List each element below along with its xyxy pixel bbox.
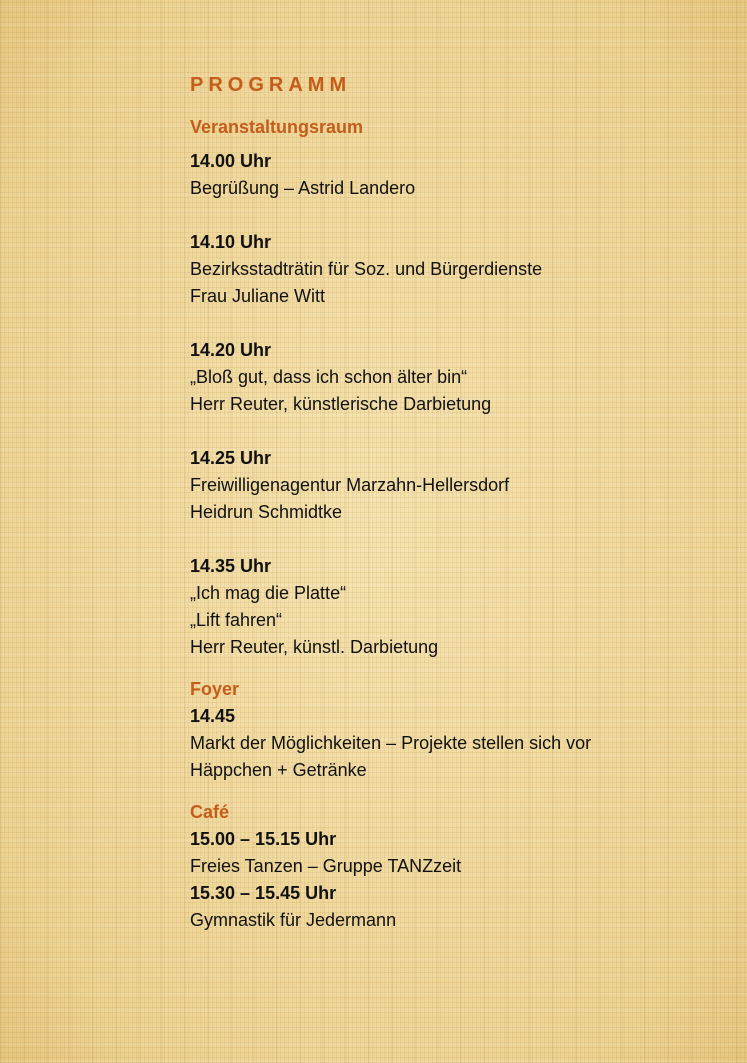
entry-line: Herr Reuter, künstl. Darbietung <box>190 637 439 657</box>
entry-line: Herr Reuter, künstlerische Darbietung <box>190 394 492 414</box>
program-entry <box>190 553 710 661</box>
program-content <box>190 72 710 949</box>
section-foyer <box>190 676 710 784</box>
entry-time: 14.45 <box>190 706 236 726</box>
entry-time: 14.10 Uhr <box>190 232 272 252</box>
section-veranstaltungsraum <box>190 114 710 661</box>
program-entry <box>190 229 710 310</box>
program-entry <box>190 337 710 418</box>
entry-line: Bezirksstadträtin für Soz. und Bürgerdienste <box>190 259 543 279</box>
entry-line: „Ich mag die Platte“ <box>190 583 347 603</box>
section-heading: Veranstaltungsraum <box>190 117 364 137</box>
entry-line: Frau Juliane Witt <box>190 286 326 306</box>
section-cafe <box>190 799 710 934</box>
entry-line: Freiwilligenagentur Marzahn-Hellersdorf <box>190 475 510 495</box>
entry-time: 14.00 Uhr <box>190 151 272 171</box>
entry-line: Freies Tanzen – Gruppe TANZzeit <box>190 856 462 876</box>
section-heading: Foyer <box>190 679 240 699</box>
entry-time: 14.25 Uhr <box>190 448 272 468</box>
entry-line: Begrüßung – Astrid Landero <box>190 178 416 198</box>
program-entry <box>190 445 710 526</box>
entry-line: Gymnastik für Jedermann <box>190 910 397 930</box>
entry-time: 14.35 Uhr <box>190 556 272 576</box>
program-entry <box>190 148 710 202</box>
entry-time: 15.30 – 15.45 Uhr <box>190 883 337 903</box>
program-title: PROGRAMM <box>190 74 352 96</box>
program-entry <box>190 703 710 784</box>
entry-line: Heidrun Schmidtke <box>190 502 343 522</box>
program-entry <box>190 880 710 934</box>
entry-line: „Bloß gut, dass ich schon älter bin“ <box>190 367 468 387</box>
entry-line: „Lift fahren“ <box>190 610 283 630</box>
entry-time: 14.20 Uhr <box>190 340 272 360</box>
entry-line: Häppchen + Getränke <box>190 760 367 780</box>
entry-line: Markt der Möglichkeiten – Projekte stellen sich vor <box>190 733 592 753</box>
program-entry <box>190 826 710 880</box>
section-heading: Café <box>190 802 230 822</box>
entry-time: 15.00 – 15.15 Uhr <box>190 829 337 849</box>
